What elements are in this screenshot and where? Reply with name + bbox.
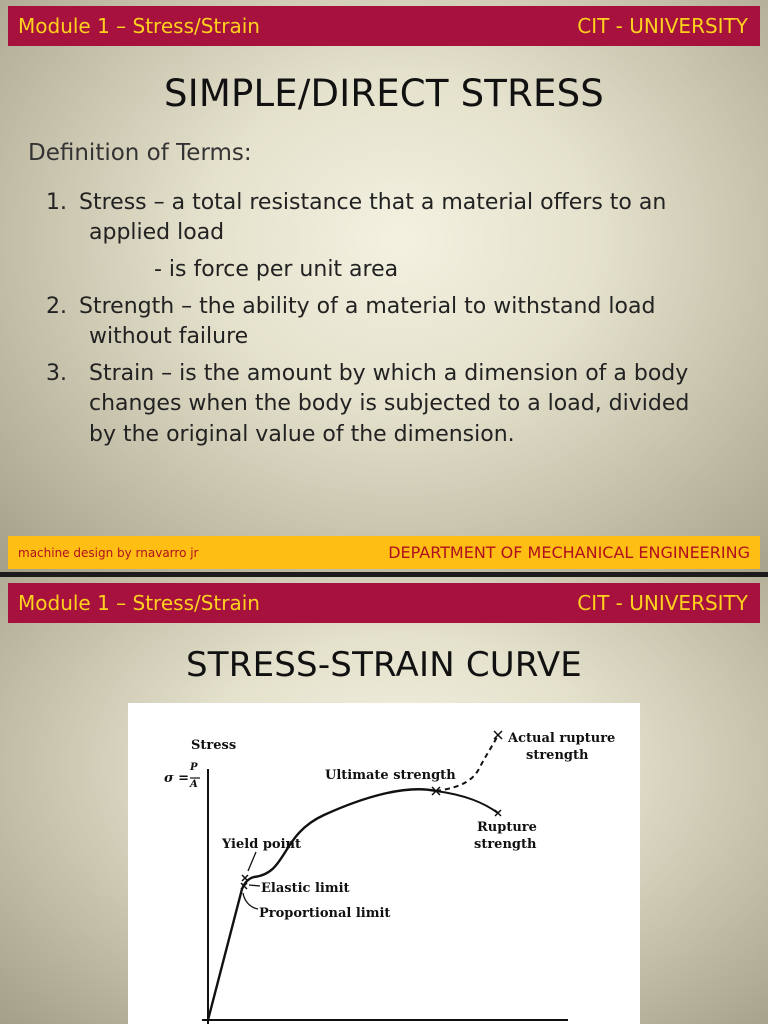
formula-numerator: P <box>190 762 198 773</box>
list-item-subtext: - is force per unit area <box>154 257 399 282</box>
module-label: Module 1 – Stress/Strain <box>18 591 260 615</box>
formula-lhs: σ = <box>164 771 190 786</box>
rupture-strength-label-line2: strength <box>474 837 537 852</box>
formula-denominator: A <box>190 779 198 790</box>
list-item-text: by the original value of the dimension. <box>89 422 515 447</box>
list-item-text: Strain – is the amount by which a dimension of a body <box>89 361 689 386</box>
slide-header-bar <box>8 6 760 46</box>
list-item-number: 2. <box>46 294 67 319</box>
list-item-text: changes when the body is subjected to a load, divided <box>89 391 690 416</box>
elastic-limit-leader <box>249 885 260 886</box>
yield-point-leader <box>248 852 256 871</box>
stress-strain-figure <box>128 703 640 1024</box>
actual-rupture-label: Actual rupture <box>508 731 616 746</box>
footer-credit: machine design by rnavarro jr <box>18 545 199 560</box>
actual-rupture-label-line2: strength <box>526 748 589 763</box>
y-axis-label: Stress <box>191 738 237 753</box>
leader-arrows <box>243 852 260 909</box>
university-label: CIT - UNIVERSITY <box>577 591 748 615</box>
list-item-text: applied load <box>89 220 225 245</box>
rupture-strength-label: Rupture <box>477 820 537 835</box>
slide-title: SIMPLE/DIRECT STRESS <box>164 72 604 115</box>
engineering-rupture-curve <box>436 791 498 813</box>
university-label: CIT - UNIVERSITY <box>577 14 748 38</box>
elastic-limit-label: Elastic limit <box>261 881 350 896</box>
ultimate-strength-label: Ultimate strength <box>325 768 456 783</box>
proportional-limit-leader <box>243 893 258 909</box>
list-item-text: without failure <box>89 324 249 349</box>
slide-stress-strain-curve <box>0 577 768 1024</box>
list-item-text: Stress – a total resistance that a material offers to an <box>79 190 667 215</box>
footer-department: DEPARTMENT OF MECHANICAL ENGINEERING <box>388 543 750 562</box>
yield-point-label: Yield point <box>222 837 301 852</box>
slide-footer-bar <box>8 536 760 569</box>
slide-header-bar <box>8 583 760 623</box>
proportional-limit-label: Proportional limit <box>259 906 391 921</box>
definitions-heading: Definition of Terms: <box>28 140 252 166</box>
module-label: Module 1 – Stress/Strain <box>18 14 260 38</box>
yield-point-marker <box>242 875 248 881</box>
list-item-number: 1. <box>46 190 67 215</box>
list-item-text: Strength – the ability of a material to withstand load <box>79 294 656 319</box>
slide-title: STRESS-STRAIN CURVE <box>186 645 582 685</box>
rupture-marker <box>495 810 501 816</box>
point-markers <box>241 731 502 889</box>
list-item-number: 3. <box>46 361 67 386</box>
actual-rupture-marker <box>494 731 502 739</box>
